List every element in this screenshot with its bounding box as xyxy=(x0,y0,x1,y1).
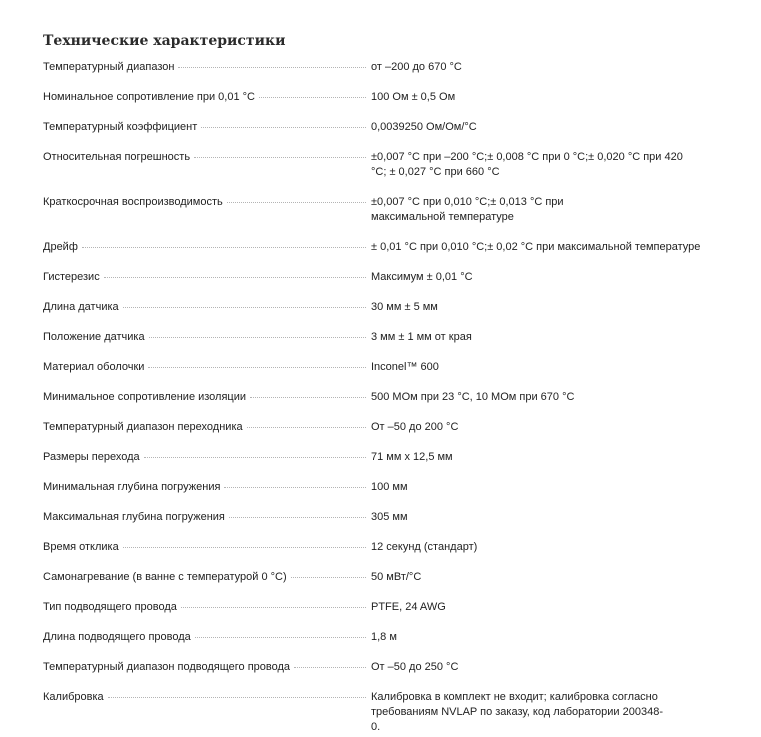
spec-label: Относительная погрешность xyxy=(43,150,366,165)
dotted-leader xyxy=(181,607,366,608)
dotted-leader xyxy=(259,97,366,98)
spec-value: 100 мм xyxy=(371,481,408,493)
dotted-leader xyxy=(227,202,366,203)
spec-value: 305 мм xyxy=(371,511,408,523)
spec-label: Дрейф xyxy=(43,240,366,255)
dotted-leader xyxy=(229,517,366,518)
spec-value: От –50 до 200 °C xyxy=(371,421,459,433)
spec-value: от –200 до 670 °C xyxy=(371,61,462,73)
spec-label: Положение датчика xyxy=(43,330,366,345)
spec-label: Минимальная глубина погружения xyxy=(43,480,366,495)
spec-value: Максимум ± 0,01 °C xyxy=(371,271,473,283)
spec-label: Краткосрочная воспроизводимость xyxy=(43,195,366,210)
spec-label: Максимальная глубина погружения xyxy=(43,510,366,525)
dotted-leader xyxy=(224,487,366,488)
spec-value: PTFE, 24 AWG xyxy=(371,601,446,613)
spec-value: 100 Ом ± 0,5 Ом xyxy=(371,91,456,103)
spec-value: 12 секунд (стандарт) xyxy=(371,541,478,553)
dotted-leader xyxy=(123,547,366,548)
spec-label: Тип подводящего провода xyxy=(43,600,366,615)
dotted-leader xyxy=(123,307,366,308)
spec-label: Температурный диапазон xyxy=(43,60,366,75)
spec-label: Номинальное сопротивление при 0,01 °C xyxy=(43,90,366,105)
dotted-leader xyxy=(148,367,366,368)
spec-label: Время отклика xyxy=(43,540,366,555)
spec-label: Минимальное сопротивление изоляции xyxy=(43,390,366,405)
dotted-leader xyxy=(104,277,366,278)
spec-value: ± 0,01 °C при 0,010 °C;± 0,02 °C при максимальной температуре xyxy=(371,241,701,253)
spec-label: Самонагревание (в ванне с температурой 0 °C) xyxy=(43,570,366,585)
dotted-leader xyxy=(144,457,366,458)
spec-label: Длина подводящего провода xyxy=(43,630,366,645)
spec-value: 71 мм x 12,5 мм xyxy=(371,451,453,463)
spec-value: ±0,007 °C при 0,010 °C;± 0,013 °C при максимальной температуре xyxy=(371,196,564,223)
spec-label: Гистерезис xyxy=(43,270,366,285)
dotted-leader xyxy=(178,67,366,68)
dotted-leader xyxy=(194,157,366,158)
dotted-leader xyxy=(294,667,366,668)
spec-label: Температурный диапазон переходника xyxy=(43,420,366,435)
dotted-leader xyxy=(201,127,366,128)
spec-label: Длина датчика xyxy=(43,300,366,315)
spec-label: Материал оболочки xyxy=(43,360,366,375)
dotted-leader xyxy=(195,637,366,638)
dotted-leader xyxy=(149,337,366,338)
spec-value: Inconel™ 600 xyxy=(371,361,439,373)
dotted-leader xyxy=(82,247,366,248)
page-title: Технические характеристики xyxy=(43,33,286,49)
spec-value: 0,0039250 Ом/Ом/°C xyxy=(371,121,477,133)
spec-value: ±0,007 °C при –200 °C;± 0,008 °C при 0 °C;± 0,020 °C при 420 °C; ± 0,027 °C при 660 °C xyxy=(371,151,683,178)
dotted-leader xyxy=(291,577,366,578)
spec-label: Размеры перехода xyxy=(43,450,366,465)
dotted-leader xyxy=(247,427,366,428)
spec-label: Температурный коэффициент xyxy=(43,120,366,135)
spec-label: Температурный диапазон подводящего провода xyxy=(43,660,366,675)
spec-value: 50 мВт/°C xyxy=(371,571,422,583)
dotted-leader xyxy=(108,697,366,698)
spec-value: 30 мм ± 5 мм xyxy=(371,301,438,313)
spec-value: Калибровка в комплект не входит; калибровка согласно требованиям NVLAP по заказу, код лаборатории 200348-0. xyxy=(371,691,663,733)
spec-value: От –50 до 250 °C xyxy=(371,661,459,673)
spec-value: 3 мм ± 1 мм от края xyxy=(371,331,472,343)
spec-value: 500 МОм при 23 °C, 10 МОм при 670 °C xyxy=(371,391,575,403)
spec-value: 1,8 м xyxy=(371,631,397,643)
spec-label: Калибровка xyxy=(43,690,366,705)
dotted-leader xyxy=(250,397,366,398)
